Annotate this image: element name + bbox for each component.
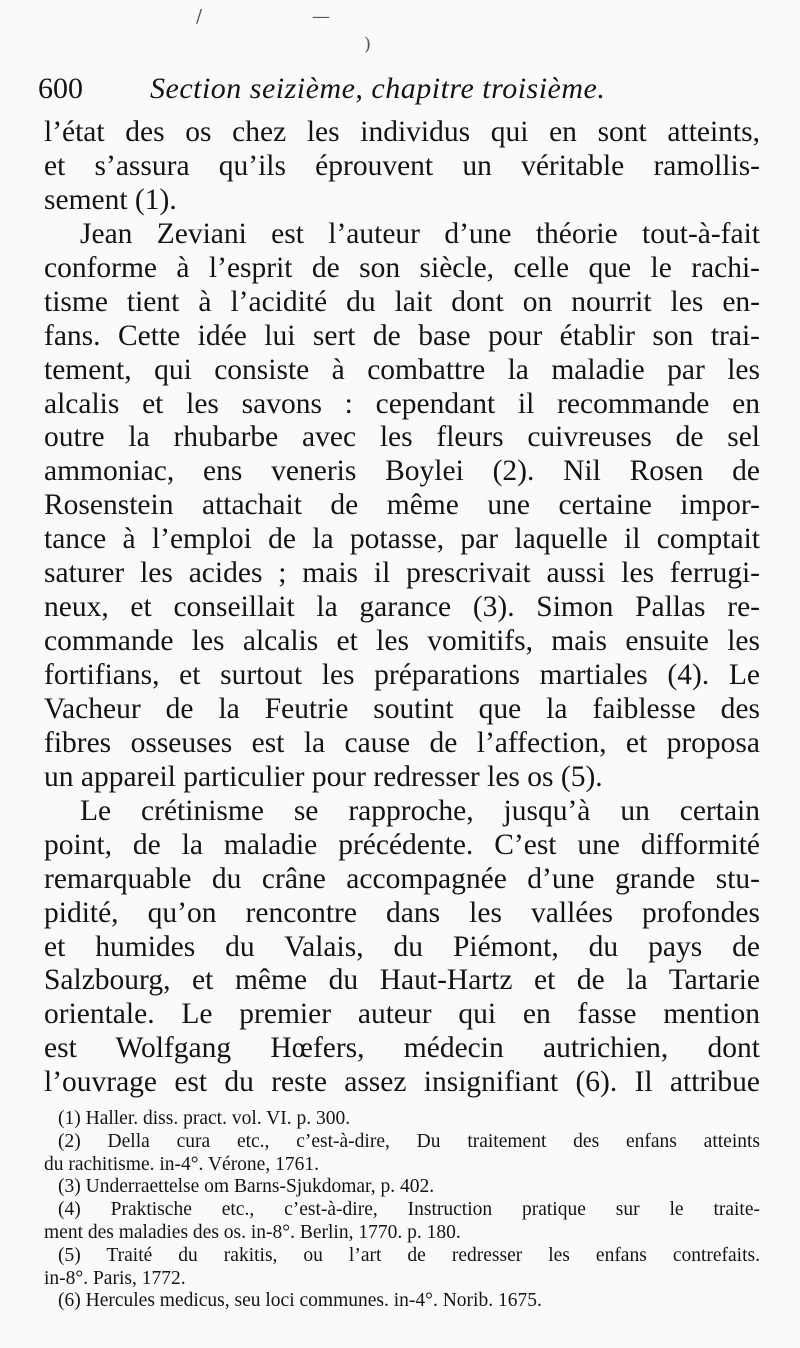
footnote-line: (3) Underraettelse om Barns-Sjukdomar, p. 402.	[58, 1176, 435, 1198]
text-line: point, de la maladie précédente. C’est une difformité	[44, 828, 760, 861]
text-line: ammoniac, ens veneris Boylei (2). Nil Rosen de	[44, 455, 760, 488]
text-line: tance à l’emploi de la potasse, par laquelle il comptait	[44, 523, 760, 556]
text-line: fans. Cette idée lui sert de base pour établir son trai-	[44, 319, 760, 352]
footnote-line: (4) Praktische etc., c’est-à-dire, Instruction pratique sur le traite-	[58, 1199, 760, 1221]
page-number: 600	[38, 72, 83, 105]
footnote-line: (1) Haller. diss. pract. vol. VI. p. 300.	[58, 1108, 351, 1129]
top-mark: )	[364, 34, 372, 55]
text-line: l’ouvrage est du reste assez insignifiant (6). Il attribue	[44, 1066, 760, 1099]
text-line: un appareil particulier pour redresser les os (5).	[44, 760, 603, 793]
footnotes	[44, 1108, 760, 1313]
text-line: et humides du Valais, du Piémont, du pays de	[44, 930, 760, 963]
text-line: conforme à l’esprit de son siècle, celle que le rachi-	[44, 251, 760, 284]
text-line: est Wolfgang Hœfers, médecin autrichien, dont	[44, 1032, 760, 1065]
footnote-line: du rachitisme. in-4°. Vérone, 1761.	[44, 1153, 319, 1175]
text-line: l’état des os chez les individus qui en sont atteints,	[44, 116, 760, 148]
top-mark: /	[196, 6, 203, 27]
text-line: neux, et conseillait la garance (3). Simon Pallas re-	[44, 591, 760, 624]
text-line: Le crétinisme se rapproche, jusqu’à un certain	[80, 794, 760, 827]
text-line: sement (1).	[44, 183, 177, 216]
text-line: Vacheur de la Feutrie soutint que la faiblesse des	[44, 692, 760, 725]
text-line: pidité, qu’on rencontre dans les vallées profondes	[44, 896, 760, 929]
footnote-line: ment des maladies des os. in-8°. Berlin, 1770. p. 180.	[44, 1221, 461, 1243]
text-line: alcalis et les savons : cependant il recommande en	[44, 387, 760, 420]
text-line: tisme tient à l’acidité du lait dont on nourrit les en-	[44, 285, 760, 318]
top-mark: —	[312, 6, 330, 27]
footnote-line: (2) Della cura etc., c’est-à-dire, Du traitement des enfans atteints	[58, 1130, 760, 1152]
text-line: et s’assura qu’ils éprouvent un véritable ramollis-	[44, 149, 760, 182]
text-line: Salzbourg, et même du Haut-Hartz et de la Tartarie	[44, 964, 760, 997]
footnote-line: in-8°. Paris, 1772.	[44, 1267, 186, 1289]
text-line: tement, qui consiste à combattre la maladie par les	[44, 353, 760, 386]
footnote-line: (6) Hercules medicus, seu loci communes. in-4°. Norib. 1675.	[58, 1290, 542, 1312]
running-title: Section seizième, chapitre troisième.	[150, 72, 606, 105]
body-text	[44, 116, 760, 1100]
text-line: fortifians, et surtout les préparations martiales (4). Le	[44, 659, 760, 691]
text-line: outre la rhubarbe avec les fleurs cuivreuses de sel	[44, 421, 760, 454]
text-line: saturer les acides ; mais il prescrivait aussi les ferrugi-	[44, 557, 760, 590]
text-line: fibres osseuses est la cause de l’affection, et proposa	[44, 726, 760, 759]
text-line: remarquable du crâne accompagnée d’une grande stu-	[44, 862, 760, 895]
text-line: orientale. Le premier auteur qui en fasse mention	[44, 998, 760, 1031]
text-line: Jean Zeviani est l’auteur d’une théorie tout-à-fait	[80, 217, 760, 250]
text-line: Rosenstein attachait de même une certaine impor-	[44, 489, 760, 522]
footnote-line: (5) Traité du rakitis, ou l’art de redresser les enfans contrefaits.	[58, 1244, 760, 1266]
page-header	[38, 72, 758, 108]
text-line: commande les alcalis et les vomitifs, mais ensuite les	[44, 625, 760, 658]
